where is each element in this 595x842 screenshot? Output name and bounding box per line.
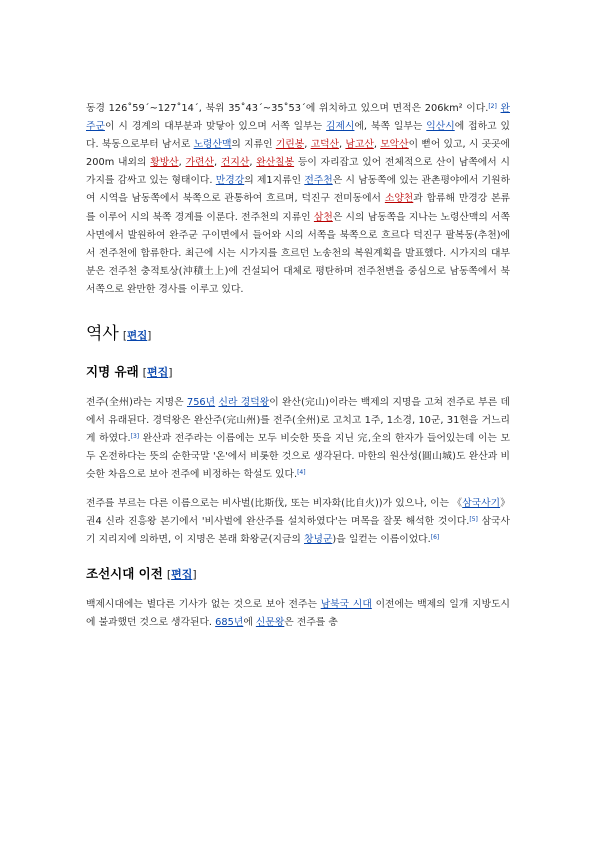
wiki-link[interactable]: 황방산	[150, 157, 179, 169]
footnote-ref[interactable]: [3]	[130, 433, 140, 441]
text-run: ,	[213, 157, 221, 169]
wiki-link[interactable]: 삼천	[313, 211, 333, 223]
text-run: 에 접하고 있다. 북동으로부터 남서로	[86, 121, 510, 151]
wiki-link[interactable]: 완주군	[86, 103, 510, 133]
section-heading-history	[86, 323, 510, 347]
wiki-link[interactable]: 신문왕	[255, 616, 285, 628]
section-title: 지명 유래	[86, 364, 139, 380]
footnote-ref[interactable]: [4]	[297, 469, 306, 477]
wiki-link[interactable]: 만경강	[215, 175, 245, 187]
text-run: 완산과 전주라는 이름에는 모두 비슷한 뜻을 지닌 完,全의 한자가 들어있는데 이는 모두 온전하다는 뜻의 순한국말 '온'에서 비롯한 것으로 생각된다. 마한의 원산성(圓山城)도 완산과 비슷한 차음으로 보아 전주에 비정하는 학설도 있다.	[86, 433, 510, 481]
wiki-link[interactable]: 소양천	[384, 193, 414, 205]
article-body	[86, 100, 510, 632]
text-run: 은 시의 남동쪽을 지나는 노령산맥의 서쪽 사면에서 발원하여 완주군 구이면에서 들어와 시의 서쪽을 북쪽으로 흐르다 덕진구 팔복동(추천)에서 전주천에 합류한다. 최근에 시는 시가지를 흐르던 노송천의 복원계획을 발표했다. 시가지의 대부분은 전주천 충적토상(沖積土上)에 건설되어 대체로 평탄하며 전주천변을 중심으로 남동쪽에서 북서쪽으로 완만한 경사를 이루고 있다.	[86, 211, 510, 295]
text-run: 이 시 경계의 대부분과 맞닿아 있으며 서쪽 일부는	[104, 121, 327, 133]
text-run: 의 지류인	[231, 139, 276, 151]
edit-link[interactable]: 편집	[126, 330, 148, 343]
wiki-link[interactable]: 가련산	[185, 157, 214, 169]
text-run: 전주(全州)라는 지명은	[86, 397, 187, 409]
footnote-ref[interactable]: [6]	[430, 533, 440, 541]
text-run: 이전에는 백제의 일개 지방도시에 불과했던 것으로 생각된다.	[86, 598, 510, 628]
wiki-link[interactable]: 756년	[186, 397, 216, 409]
section-title: 역사	[86, 324, 119, 345]
text-run: 에, 북쪽 일부는	[354, 121, 427, 133]
wiki-link[interactable]: 남북국 시대	[320, 598, 372, 610]
text-run: ,	[339, 139, 346, 151]
name-origin-paragraph-1	[86, 394, 510, 484]
text-run: 동경 126˚59´~127˚14´, 북위 35˚43´~35˚53´에 위치하고 있으며 면적은 206km² 이다.	[86, 103, 489, 114]
text-run: 전주를 부르는 다른 이름으로는 비사벌(比斯伐, 또는 비자화(比自火))가 있으나, 이는 《	[86, 497, 463, 509]
wiki-link[interactable]: 노령산맥	[193, 139, 232, 151]
footnote-ref[interactable]: [5]	[469, 515, 478, 523]
text-run: 삼국사기 지리지에 의하면, 이 지명은 본래 화왕군(지금의	[86, 515, 510, 545]
text-run: 》권4 신라 진흥왕 본기에서 '비사벌에 완산주를 설치하였다'는 며목을 잘못 해석한 것이다.	[86, 497, 511, 527]
text-run: 과 합류해 만경강 본류를 이루어 시의 북쪽 경계를 이룬다. 전주천의 지류인	[86, 193, 510, 223]
wiki-link[interactable]: 창녕군	[304, 533, 333, 545]
text-run: 이 뻗어 있고, 시 곳곳에 200m 내외의	[86, 139, 510, 169]
section-heading-pre-joseon	[86, 565, 510, 584]
wiki-link[interactable]: 기린봉	[275, 139, 305, 151]
text-run: ,	[178, 157, 186, 169]
text-run: ,	[304, 139, 311, 151]
text-run: 은 전주를 총	[284, 616, 338, 628]
wiki-link[interactable]: 고덕산	[310, 139, 340, 151]
wiki-link[interactable]: 삼국사기	[462, 497, 501, 509]
wiki-link[interactable]: 익산시	[426, 121, 455, 133]
wiki-link[interactable]: 전주천	[304, 175, 333, 187]
footnote-ref[interactable]: [2]	[488, 103, 497, 110]
text-run: ,	[373, 139, 381, 151]
text-run: ,	[249, 157, 257, 169]
wiki-link[interactable]: 건지산	[220, 157, 250, 169]
name-origin-paragraph-2	[86, 495, 510, 549]
wiki-link[interactable]: 김제시	[326, 121, 355, 133]
pre-joseon-paragraph	[86, 596, 510, 632]
geography-paragraph	[86, 100, 510, 299]
section-heading-name-origin	[86, 363, 510, 382]
wiki-link[interactable]: 남고산	[345, 139, 374, 151]
text-run: )을 일컫는 이름이었다.	[332, 533, 431, 545]
text-run: 은 시 남동쪽에 있는 관촌평야에서 기원하여 시역을 남동쪽에서 북쪽으로 관통하여 흐르며, 덕진구 전미동에서	[86, 175, 510, 205]
edit-link[interactable]: 편집	[171, 567, 193, 581]
wiki-link[interactable]: 완산칠봉	[256, 157, 295, 169]
edit-section: [편집]	[166, 567, 197, 581]
edit-section: [편집]	[142, 366, 173, 380]
text-run: 이 완산(完山)이라는 백제의 지명을 고쳐 전주로 부른 데에서 유래된다. 경덕왕은 완산주(完山州)를 전주(全州)로 고치고 1주, 1소경, 10군, 31현을 거느리게 하였다.	[86, 397, 511, 445]
text-run: 에	[243, 616, 256, 628]
text-run: 의 제1지류인	[244, 175, 305, 187]
section-title: 조선시대 이전	[86, 565, 163, 581]
wiki-link[interactable]: 모악산	[380, 139, 409, 151]
text-run: 백제시대에는 별다른 기사가 없는 것으로 보아 전주는	[86, 598, 321, 610]
wiki-link[interactable]: 685년	[215, 616, 244, 628]
text-run: 등이 자리잡고 있어 전체적으로 산이 남쪽에서 시가지를 감싸고 있는 형태이다.	[86, 157, 510, 187]
edit-link[interactable]: 편집	[146, 366, 169, 380]
wiki-link[interactable]: 신라 경덕왕	[218, 397, 270, 409]
edit-section: [편집]	[122, 330, 152, 343]
